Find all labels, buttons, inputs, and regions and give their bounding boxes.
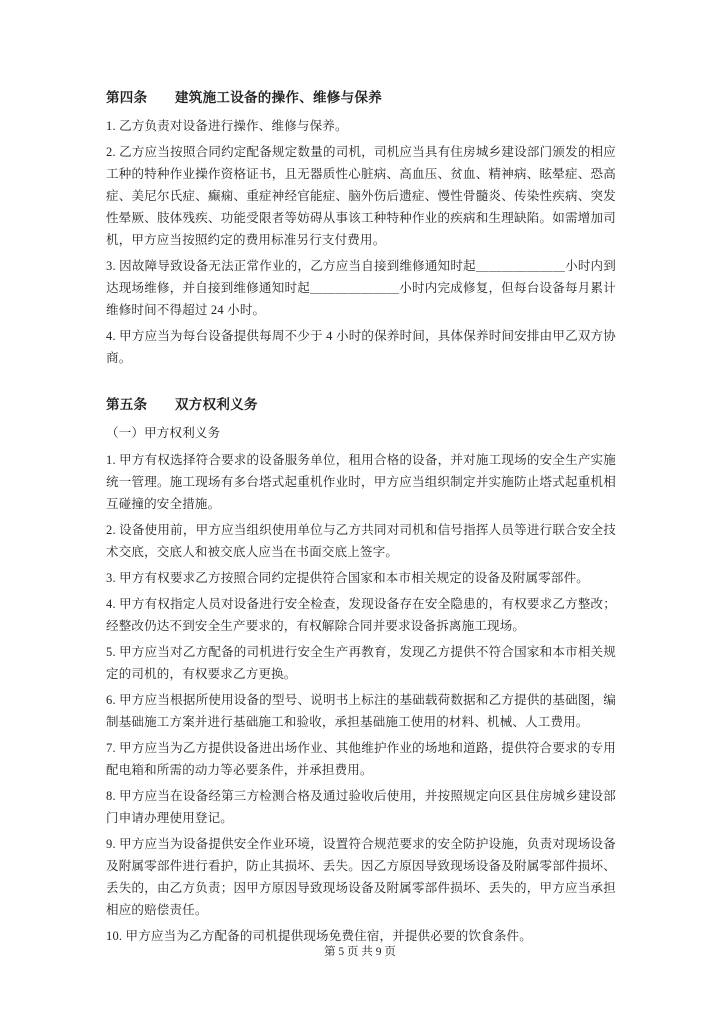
- article-5-heading: 第五条 双方权利义务: [106, 397, 258, 412]
- article-5-clause-10: 10. 甲方应当为乙方配备的司机提供现场免费住宿，并提供必要的饮食条件。: [106, 929, 532, 943]
- article-5-clause-2: 2. 设备使用前，甲方应当组织使用单位与乙方共同对司机和信号指挥人员等进行联合安全技术交底，交底人和被交底人应当在书面交底上签字。: [106, 523, 616, 559]
- article-5-clause-4: 4. 甲方有权指定人员对设备进行安全检查，发现设备存在安全隐患的，有权要求乙方整改；经整改仍达不到安全生产要求的，有权解除合同并要求设备拆离施工现场。: [106, 597, 616, 633]
- article-4-heading: 第四条 建筑施工设备的操作、维修与保养: [106, 90, 382, 105]
- article-5-clause-1: 1. 甲方有权选择符合要求的设备服务单位，租用合格的设备，并对施工现场的安全生产实施统一管理。施工现场有多台塔式起重机作业时，甲方应当组织制定并实施防止塔式起重机相互碰撞的安全措施。: [106, 453, 616, 511]
- article-4-clause-3: 3. 因故障导致设备无法正常作业的，乙方应当自接到维修通知时起＿＿＿＿＿＿＿小时内到达现场维修，并自接到维修通知时起＿＿＿＿＿＿＿小时内完成修复，但每台设备每月累计维修时间不得超过 24 小时。: [106, 259, 616, 317]
- page-number: 第 5 页 共 9 页: [324, 946, 396, 958]
- article-5-clause-8: 8. 甲方应当在设备经第三方检测合格及通过验收后使用，并按照规定向区县住房城乡建设部门申请办理使用登记。: [106, 789, 616, 825]
- article-5-clause-9: 9. 甲方应当为设备提供安全作业环境，设置符合规范要求的安全防护设施，负责对现场设备及附属零部件进行看护，防止其损坏、丢失。因乙方原因导致现场设备及附属零部件损坏、丢失的，由乙方负责；因甲方原因导致现场设备及附属零部件损坏、丢失的，甲方应当承担相应的赔偿责任。: [106, 837, 616, 917]
- article-5-clause-6: 6. 甲方应当根据所使用设备的型号、说明书上标注的基础载荷数据和乙方提供的基础图，编制基础施工方案并进行基础施工和验收，承担基础施工使用的材料、机械、人工费用。: [106, 693, 616, 729]
- article-4-clause-1: 1. 乙方负责对设备进行操作、维修与保养。: [106, 119, 348, 133]
- article-5-clause-5: 5. 甲方应当对乙方配备的司机进行安全生产再教育，发现乙方提供不符合国家和本市相关规定的司机的，有权要求乙方更换。: [106, 645, 616, 681]
- article-4-clause-4: 4. 甲方应当为每台设备提供每周不少于 4 小时的保养时间，具体保养时间安排由甲乙双方协商。: [106, 329, 616, 365]
- article-5-clause-7: 7. 甲方应当为乙方提供设备进出场作业、其他维护作业的场地和道路，提供符合要求的专用配电箱和所需的动力等必要条件，并承担费用。: [106, 741, 616, 777]
- article-5-clause-3: 3. 甲方有权要求乙方按照合同约定提供符合国家和本市相关规定的设备及附属零部件。: [106, 571, 590, 585]
- article-4-clause-2: 2. 乙方应当按照合同约定配备规定数量的司机，司机应当具有住房城乡建设部门颁发的相应工种的特种作业操作资格证书，且无器质性心脏病、高血压、贫血、精神病、眩晕症、恐高症、美尼尔氏症、癫痫、重症神经官能症、脑外伤后遗症、慢性骨髓炎、传染性疾病、突发性晕厥、肢体残疾、功能受限者等妨碍从事该工种特种作业的疾病和生理缺陷。如需增加司机，甲方应当按照约定的费用标准另行支付费用。: [106, 145, 616, 247]
- article-5-subheading: （一）甲方权利义务: [106, 426, 221, 440]
